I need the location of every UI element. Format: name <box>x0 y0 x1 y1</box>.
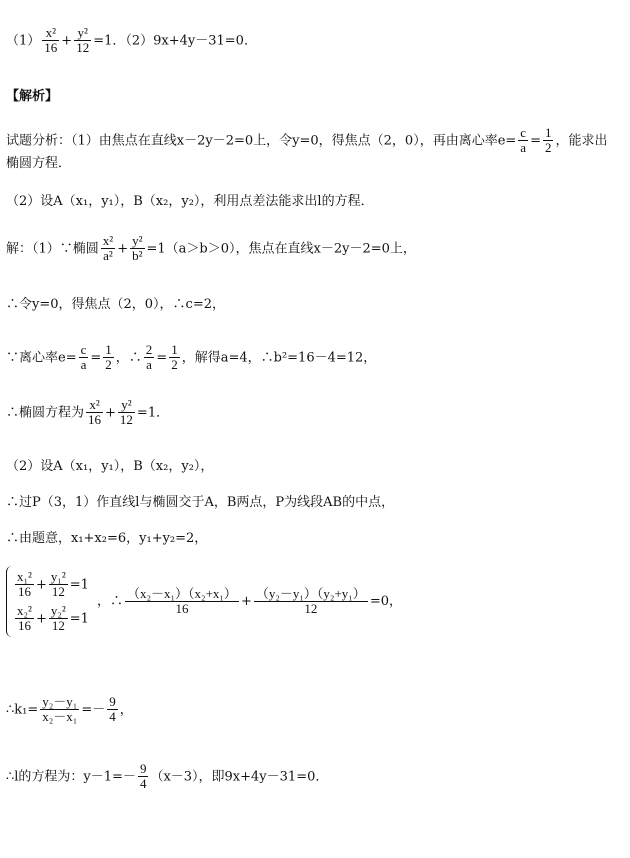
equation-row: $\frac{\text{x₁²}}{16}$ + $\frac{\text{y₁²}}{12}$ =1 <box>17 569 89 600</box>
fraction: $\frac{1}{2}$ <box>544 125 552 156</box>
section-heading: 【解析】 <box>6 89 59 104</box>
solution-line-5: （2）设A（x₁，y₁），B（x₂，y₂）， <box>6 459 214 474</box>
equation-row: $\frac{\text{x₂²}}{16}$ + $\frac{\text{y₂²}}{12}$ =1 <box>17 602 89 633</box>
fraction: $\frac{\text{（y₂－y₁）（y₂+y₁）}}{12}$ <box>255 585 366 617</box>
fraction: $\frac{\text{y²}}{\text{b²}}$ <box>132 233 143 264</box>
fraction: $\frac{\text{y²}}{12}$ <box>119 397 133 428</box>
analysis-line-3: （2）设A（x₁，y₁），B（x₂，y₂），利用点差法能求出l的方程． <box>6 194 374 209</box>
answer-label: （1） <box>6 33 41 49</box>
fraction: $\frac{\text{y₂－y₁}}{\text{x₂－x₁}}$ <box>42 694 78 725</box>
fraction: $\frac{\text{y²}}{12}$ <box>76 25 90 56</box>
fraction: $\frac{c}{a}$ <box>520 125 527 156</box>
solution-line-6: ∴过P（3，1）作直线l与椭圆交于A，B两点，P为线段AB的中点， <box>6 495 395 510</box>
fraction: $\frac{\text{x₁²}}{16}$ <box>17 569 32 600</box>
fraction: $\frac{\text{x²}}{16}$ <box>44 25 58 56</box>
fraction: $\frac{\text{x²}}{\text{a²}}$ <box>102 233 114 264</box>
analysis-line-2: 椭圆方程． <box>6 156 72 171</box>
solution-line-1: 解：（1）∵椭圆 $\frac{\text{x²}}{\text{a²}}$ + $\frac{\text{y²}}{\text{b²}}$ =1（a＞b＞0），焦点在直线x－2y－2=0上， <box>6 233 416 264</box>
fraction: $\frac{2}{a}$ <box>145 342 153 373</box>
solution-line-4: ∴椭圆方程为 $\frac{\text{x²}}{16}$ + $\frac{\text{y²}}{12}$ =1． <box>6 397 170 428</box>
fraction: $\frac{\text{（x₂－x₁）（x₂+x₁）}}{16}$ <box>126 585 237 617</box>
solution-line-7: ∴由题意，x₁+x₂=6，y₁+y₂=2， <box>6 531 208 546</box>
fraction: $\frac{9}{4}$ <box>109 694 116 725</box>
answer-line: （1） $\frac{\text{x²}}{16}$ + $\frac{\text{y²}}{12}$ =1．（2）9x+4y－31=0． <box>6 25 257 56</box>
equation-system <box>6 566 89 637</box>
answer-tail: =1．（2）9x+4y－31=0． <box>93 33 257 49</box>
solution-line-8: ∴k₁= $\frac{\text{y₂－y₁}}{\text{x₂－x₁}}$ =－ $\frac{9}{4}$ ， <box>6 694 133 725</box>
fraction: $\frac{9}{4}$ <box>139 761 147 792</box>
equation-system-line: $\frac{\text{x₁²}}{16}$ + $\frac{\text{y₁²}}{12}$ =1 $\frac{\text{x₂²}}{16}$ + $\frac{\text{y₂²}}{12}$ =1 ，∴ $\frac{\text{（x₂－x₁）（x₂+x₁）}}{16}$ + $\frac{\text{（y₂－y₁）（y₂+y₁）}}{12}$ =0， <box>6 566 402 637</box>
solution-line-2: ∴令y=0，得焦点（2，0），∴c=2， <box>6 297 225 312</box>
fraction: $\frac{\text{y₁²}}{12}$ <box>50 569 66 600</box>
fraction: $\frac{1}{2}$ <box>105 342 112 373</box>
fraction: $\frac{\text{x₂²}}{16}$ <box>17 602 32 633</box>
solution-line-3: ∵离心率e= $\frac{c}{a}$ = $\frac{1}{2}$ ，∴ $\frac{2}{a}$ = $\frac{1}{2}$ ，解得a=4，∴b²=16－4=12， <box>6 342 377 373</box>
fraction: $\frac{1}{2}$ <box>171 342 178 373</box>
fraction: $\frac{\text{y₂²}}{12}$ <box>50 602 66 633</box>
analysis-line-1: 试题分析：（1）由焦点在直线x－2y－2=0上，令y=0，得焦点（2，0），再由离心率e= $\frac{c}{a}$ = $\frac{1}{2}$ ，能求出 <box>6 125 608 156</box>
fraction: $\frac{c}{a}$ <box>80 342 87 373</box>
fraction: $\frac{\text{x²}}{16}$ <box>88 397 102 428</box>
solution-line-9: ∴l的方程为：y－1=－ $\frac{9}{4}$ （x－3），即9x+4y－31=0． <box>6 761 329 792</box>
